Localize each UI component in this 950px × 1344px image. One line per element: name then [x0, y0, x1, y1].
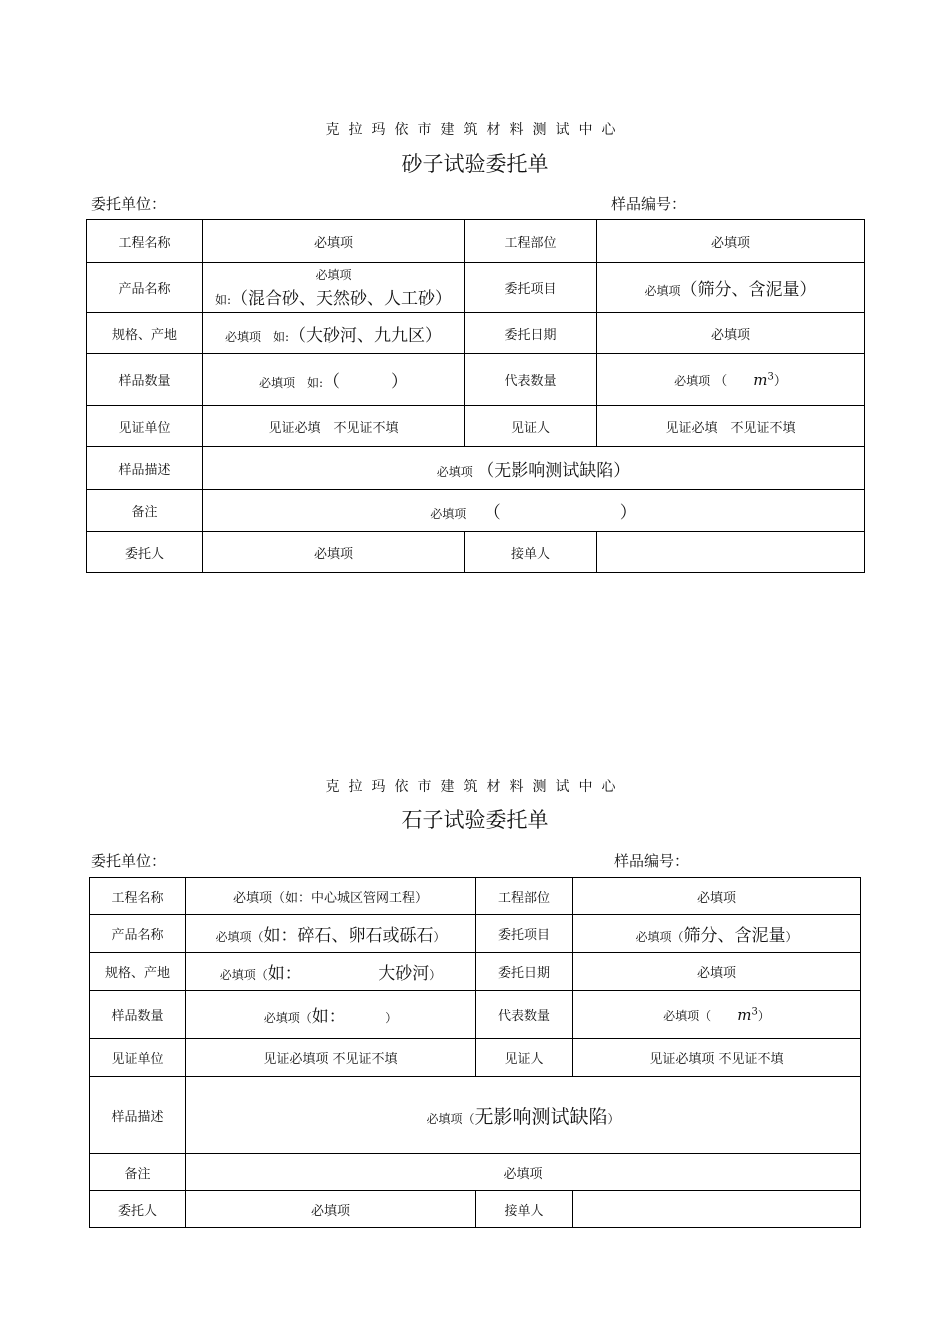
stone-witness-field[interactable]: 见证必填项 不见证不填	[573, 1039, 861, 1077]
sand-rep-unit-sup: 3	[767, 371, 774, 383]
stone-org-name: 克拉玛依市建筑材料测试中心	[325, 779, 625, 795]
sand-remarks-field[interactable]	[203, 490, 865, 532]
stone-sample-qty-field[interactable]	[186, 991, 476, 1039]
sand-witness-label: 见证人	[465, 406, 597, 447]
stone-row-project	[90, 878, 861, 915]
stone-sample-no-label: 样品编号：	[614, 852, 690, 870]
sand-receiver-field[interactable]	[597, 532, 865, 573]
sand-form-table	[86, 219, 865, 573]
stone-qty-hint: 如：	[311, 1007, 338, 1027]
sand-project-name-field[interactable]: 必填项	[203, 220, 465, 263]
sand-spec-origin-label: 规格、产地	[87, 313, 203, 354]
stone-row-quantity	[90, 991, 861, 1039]
sand-row-quantity	[87, 354, 865, 406]
sand-date-label: 委托日期	[465, 313, 597, 354]
sand-spec-hint: （大砂河、九九区）	[289, 325, 443, 346]
stone-product-name-label: 产品名称	[90, 915, 186, 953]
stone-description-field[interactable]	[186, 1077, 861, 1154]
stone-date-label: 委托日期	[476, 953, 573, 991]
stone-client-label: 委托单位：	[91, 852, 167, 870]
sand-test-items-field[interactable]	[597, 263, 865, 313]
sand-project-part-field[interactable]: 必填项	[597, 220, 865, 263]
sand-row-description	[87, 447, 865, 490]
stone-spec-origin-label: 规格、产地	[90, 953, 186, 991]
sand-rep-open: （	[714, 374, 728, 389]
stone-rep-qty-field[interactable]	[573, 991, 861, 1039]
stone-row-description	[90, 1077, 861, 1154]
sand-witness-unit-label: 见证单位	[87, 406, 203, 447]
stone-row-remarks	[90, 1154, 861, 1191]
sand-remarks-required: 必填项	[430, 507, 467, 521]
sand-row-spec	[87, 313, 865, 354]
stone-receiver-field[interactable]	[573, 1191, 861, 1228]
sand-product-name-field[interactable]	[203, 263, 465, 313]
stone-remarks-label: 备注	[90, 1154, 186, 1191]
sand-sample-no-label: 样品编号：	[611, 195, 687, 213]
sand-date-field[interactable]: 必填项	[597, 313, 865, 354]
stone-spec-hint: 如： 大砂河	[267, 964, 430, 984]
sand-row-product	[87, 263, 865, 313]
stone-row-client	[90, 1191, 861, 1228]
stone-rep-qty-required: 必填项（	[663, 1009, 712, 1023]
stone-test-items-close: ）	[785, 930, 798, 944]
stone-sample-qty-label: 样品数量	[90, 991, 186, 1039]
sand-client-person-label: 委托人	[87, 532, 203, 573]
sand-project-name-label: 工程名称	[87, 220, 203, 263]
sand-qty-hint: （ ）	[323, 372, 409, 392]
stone-witness-unit-label: 见证单位	[90, 1039, 186, 1077]
stone-product-close: ）	[433, 930, 446, 944]
sand-product-name-label: 产品名称	[87, 263, 203, 313]
sand-product-hint: （混合砂、天然砂、人工砂）	[231, 289, 453, 309]
stone-row-spec	[90, 953, 861, 991]
stone-spec-required: 必填项（	[219, 968, 268, 982]
stone-description-hint: 无影响测试缺陷	[474, 1105, 608, 1128]
stone-test-items-hint: 筛分、含泥量	[683, 926, 786, 946]
sand-product-required: 必填项	[315, 268, 352, 282]
sand-test-items-hint: （筛分、含泥量）	[680, 280, 817, 300]
stone-rep-unit: m	[737, 1006, 752, 1024]
sand-form-title: 砂子试验委托单	[401, 152, 549, 176]
stone-row-product	[90, 915, 861, 953]
sand-description-label: 样品描述	[87, 447, 203, 490]
sand-remarks-label: 备注	[87, 490, 203, 532]
stone-product-hint: 如：碎石、卵石或砾石	[263, 926, 434, 946]
sand-row-remarks	[87, 490, 865, 532]
sand-witness-unit-field[interactable]: 见证必填 不见证不填	[203, 406, 465, 447]
sand-description-hint: （无影响测试缺陷）	[485, 460, 631, 481]
stone-test-items-label: 委托项目	[476, 915, 573, 953]
sand-client-label: 委托单位：	[91, 195, 167, 213]
stone-receiver-label: 接单人	[476, 1191, 573, 1228]
sand-org-name: 克拉玛依市建筑材料测试中心	[325, 122, 625, 138]
sand-spec-origin-field[interactable]	[203, 313, 465, 354]
stone-project-part-label: 工程部位	[476, 878, 573, 915]
stone-remarks-field[interactable]: 必填项	[186, 1154, 861, 1191]
sand-sample-qty-label: 样品数量	[87, 354, 203, 406]
stone-witness-unit-field[interactable]: 见证必填项 不见证不填	[186, 1039, 476, 1077]
stone-client-person-field[interactable]: 必填项	[186, 1191, 476, 1228]
sand-spec-required: 必填项 如:	[224, 329, 290, 344]
stone-qty-close: ）	[337, 1011, 398, 1025]
stone-rep-qty-label: 代表数量	[476, 991, 573, 1039]
sand-rep-qty-label: 代表数量	[465, 354, 597, 406]
sand-remarks-hint: （ ）	[492, 503, 637, 523]
stone-row-witness	[90, 1039, 861, 1077]
stone-product-name-field[interactable]	[186, 915, 476, 953]
stone-description-label: 样品描述	[90, 1077, 186, 1154]
sand-test-items-required: 必填项	[644, 284, 681, 298]
sand-rep-qty-required: 必填项	[674, 374, 711, 388]
stone-qty-required: 必填项（	[263, 1011, 312, 1025]
stone-project-name-label: 工程名称	[90, 878, 186, 915]
stone-spec-origin-field[interactable]	[186, 953, 476, 991]
stone-test-items-field[interactable]	[573, 915, 861, 953]
sand-project-part-label: 工程部位	[465, 220, 597, 263]
sand-row-client	[87, 532, 865, 573]
stone-client-person-label: 委托人	[90, 1191, 186, 1228]
stone-product-required: 必填项（	[215, 930, 264, 944]
stone-form-title: 石子试验委托单	[401, 808, 549, 832]
sand-receiver-label: 接单人	[465, 532, 597, 573]
stone-rep-unit-sup: 3	[751, 1006, 758, 1018]
sand-description-field[interactable]	[203, 447, 865, 490]
sand-client-person-field[interactable]: 必填项	[203, 532, 465, 573]
stone-project-name-field[interactable]: 必填项（如：中心城区管网工程）	[186, 878, 476, 915]
sand-rep-close: ）	[773, 374, 787, 389]
sand-witness-field[interactable]: 见证必填 不见证不填	[597, 406, 865, 447]
stone-description-required: 必填项（	[426, 1111, 475, 1126]
stone-rep-close: ）	[757, 1009, 770, 1023]
stone-date-field[interactable]: 必填项	[573, 953, 861, 991]
sand-sample-qty-field[interactable]	[203, 354, 465, 406]
sand-qty-required: 必填项 如:	[258, 376, 324, 390]
stone-spec-close: ）	[429, 968, 442, 982]
sand-row-project	[87, 220, 865, 263]
stone-witness-label: 见证人	[476, 1039, 573, 1077]
sand-description-required: 必填项	[436, 464, 473, 479]
stone-form-table	[89, 877, 861, 1228]
stone-test-items-required: 必填项（	[635, 930, 684, 944]
sand-rep-qty-field[interactable]	[597, 354, 865, 406]
sand-test-items-label: 委托项目	[465, 263, 597, 313]
stone-description-close: ）	[607, 1111, 620, 1126]
sand-rep-unit: m	[753, 371, 768, 389]
sand-row-witness	[87, 406, 865, 447]
stone-project-part-field[interactable]: 必填项	[573, 878, 861, 915]
sand-product-hint-prefix: 如:	[214, 293, 232, 307]
